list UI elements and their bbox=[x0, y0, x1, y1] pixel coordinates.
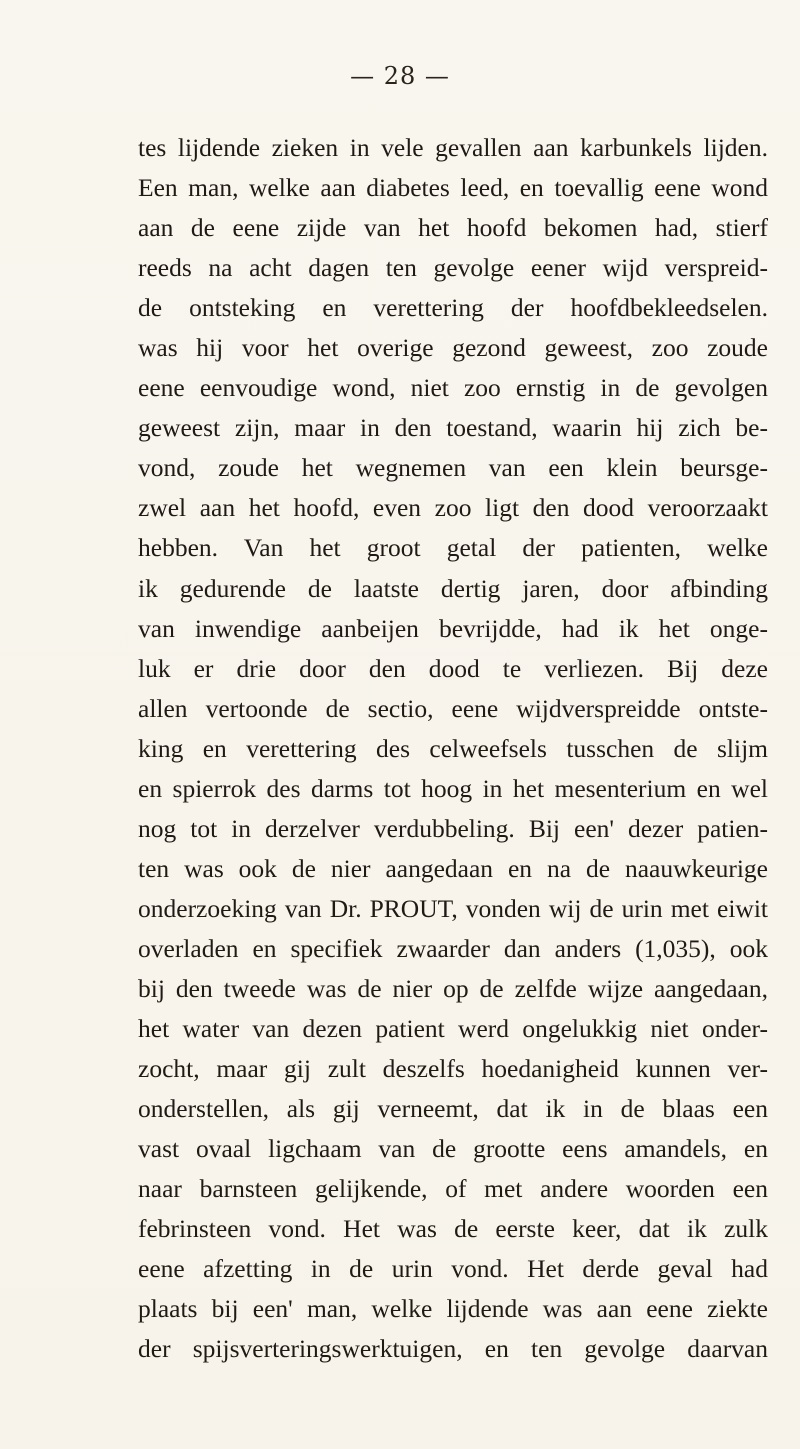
text-line: het water van dezen patient werd ongelukkig niet onder- bbox=[138, 1014, 768, 1044]
text-line: onderstellen, als gij verneemt, dat ik in de blaas een bbox=[138, 1094, 768, 1124]
text-line: der spijsverteringswerktuigen, en ten gevolge daarvan bbox=[138, 1334, 768, 1364]
text-line: hebben. Van het groot getal der patienten, welke bbox=[138, 533, 768, 563]
text-line: plaats bij een' man, welke lijdende was aan eene ziekte bbox=[138, 1294, 768, 1324]
text-line: luk er drie door den dood te verliezen. Bij deze bbox=[138, 653, 768, 683]
page-number: — 28 — bbox=[350, 62, 450, 90]
text-line: en spierrok des darms tot hoog in het mesenterium en wel bbox=[138, 773, 768, 803]
text-line: onderzoeking van Dr. PROUT, vonden wij de urin met eiwit bbox=[138, 893, 768, 923]
text-line: geweest zijn, maar in den toestand, waarin hij zich be- bbox=[138, 413, 768, 443]
text-line: febrinsteen vond. Het was de eerste keer, dat ik zulk bbox=[138, 1214, 768, 1244]
text-line: nog tot in derzelver verdubbeling. Bij een' dezer patien- bbox=[138, 813, 768, 843]
text-line: de ontsteking en verettering der hoofdbekleedselen. bbox=[138, 293, 768, 323]
body-text bbox=[138, 128, 768, 1369]
text-line: Een man, welke aan diabetes leed, en toevallig eene wond bbox=[138, 173, 768, 203]
text-line: tes lijdende zieken in vele gevallen aan karbunkels lijden. bbox=[138, 133, 768, 162]
text-line: reeds na acht dagen ten gevolge eener wijd verspreid- bbox=[138, 253, 768, 283]
text-line: overladen en specifiek zwaarder dan anders (1,035), ook bbox=[138, 933, 768, 963]
text-line: aan de eene zijde van het hoofd bekomen had, stierf bbox=[138, 213, 768, 243]
text-line: was hij voor het overige gezond geweest, zoo zoude bbox=[138, 333, 768, 363]
text-line: vond, zoude het wegnemen van een klein beursge- bbox=[138, 453, 768, 483]
text-line: zocht, maar gij zult deszelfs hoedanigheid kunnen ver- bbox=[138, 1054, 768, 1084]
text-line: van inwendige aanbeijen bevrijdde, had ik het onge- bbox=[138, 613, 768, 643]
text-line: bij den tweede was de nier op de zelfde wijze aangedaan, bbox=[138, 973, 768, 1003]
text-line: ik gedurende de laatste dertig jaren, door afbinding bbox=[138, 573, 768, 603]
text-line: zwel aan het hoofd, even zoo ligt den dood veroorzaakt bbox=[138, 493, 768, 523]
text-line: eene eenvoudige wond, niet zoo ernstig in de gevolgen bbox=[138, 373, 768, 403]
text-line: king en verettering des celweefsels tusschen de slijm bbox=[138, 733, 768, 763]
text-line: naar barnsteen gelijkende, of met andere woorden een bbox=[138, 1174, 768, 1204]
text-line: eene afzetting in de urin vond. Het derde geval had bbox=[138, 1254, 768, 1284]
text-line: allen vertoonde de sectio, eene wijdverspreidde ontste- bbox=[138, 693, 768, 723]
text-line: vast ovaal ligchaam van de grootte eens amandels, en bbox=[138, 1134, 768, 1164]
text-line: ten was ook de nier aangedaan en na de naauwkeurige bbox=[138, 853, 768, 883]
